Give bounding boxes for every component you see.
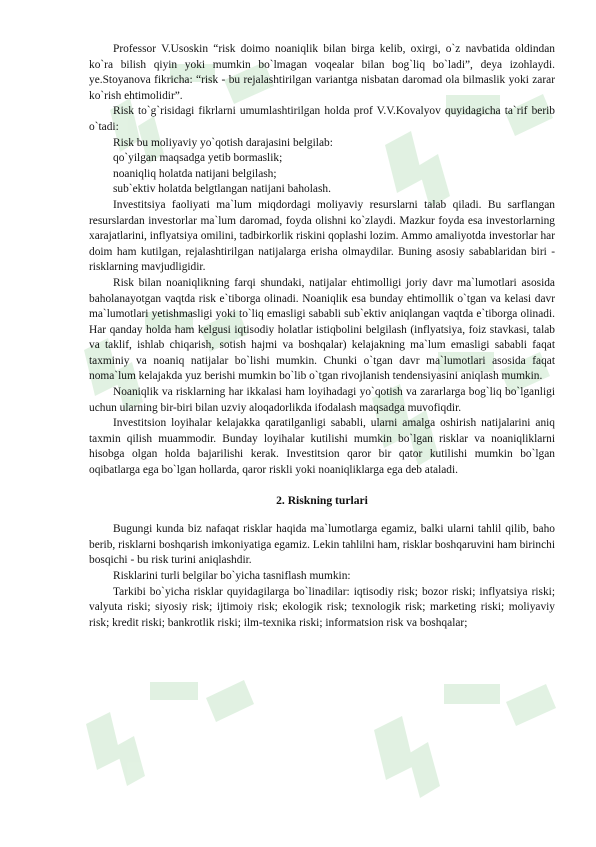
definition-list-item: sub`ektiv holatda belgtlangan natijani baholash. <box>113 183 331 196</box>
paragraph-investment-projects: Investitsion loyihalar kelajakka qaratilganligi sababli, ularni amalga oshirish natijalarini aniq taxmin qilish muammodir. Bunday loyihalar kutilishi mumkin bo`lgan risklar va noaniqliklarni hisobga olgan holda bajarilishi kerak. Investitsion qaror bir qator kutilishi mumkin bo`lgan oqibatlarga ega bo`lgan hollarda, qaror riskli yoki noaniqliklarga ega deb ataladi. <box>89 417 555 477</box>
paragraph-investment-activity: Investitsiya faoliyati ma`lum miqdordagi moliyaviy resurslarni talab qiladi. Bu sarflangan resurslardan investorlar ma`lum daromad, foyda olishni ko`zlaydi. Mazkur foyda esa investorlarning xarajatlarini, inflyatsiya omilini, tadbirkorlik riskini qoplashi lozim. Ammo amaliyotda investorlar har doim ham kutilgan, rejalashtirilgan natijalarga erisha olmaydilar. Buning asosiy sabablaridan biri - risklarning mavjudligidir. <box>89 198 555 274</box>
paragraph-kovalyov-definition: Risk to`g`risidagi fikrlarni umumlashtirilgan holda prof V.V.Kovalyov quyidagicha ta`rif berib o`tadi: <box>89 105 555 133</box>
paragraph-risk-information: Bugungi kunda biz nafaqat risklar haqida ma`lumotlarga egamiz, balki ularni tahlil qilib, baho berib, risklarni boshqarish imkoniyatiga egamiz. Lekin tahlilni ham, risklar boshqaruvini ham birinchi bosqichi - bu risk turini aniqlashdir. <box>89 523 555 567</box>
definition-list-item: noaniqliq holatda natijani belgilash; <box>113 167 277 180</box>
definition-list-item: Risk bu moliyaviy yo`qotish darajasini belgilab: <box>113 136 333 149</box>
definition-list-item: qo`yilgan maqsadga yetib bormaslik; <box>113 152 283 165</box>
paragraph-risk-types-list: Tarkibi bo`yicha risklar quyidagilarga bo`linadilar: iqtisodiy risk; bozor riski; inflyatsiya riski; valyuta riski; siyosiy risk; ijtimoiy risk; ekologik risk; texnologik risk; marketing riski; moliyaviy risk; kredit riski; bankrotlik riski; ilm-texnika riski; informatsion risk va boshqalar; <box>89 585 555 629</box>
document-page <box>89 42 555 631</box>
section-heading-risk-types: 2. Riskning turlari <box>276 493 368 507</box>
paragraph-usoskin-quote: Professor V.Usoskin “risk doimo noaniqlik bilan birga kelib, oxirgi, o`z navbatida oldindan ko`ra bilish qiyin yoki mumkin bo`lmagan voqealar bilan bog`liq bo`ladi”, deya izohlaydi. ye.Stoyanova fikricha: “risk - bu rejalashtirilgan variantga nisbatan daromad ola bilmaslik yoki zarar ko`rish ehtimolidir”. <box>89 43 555 102</box>
paragraph-uncertainty-and-risk-link: Noaniqlik va risklarning har ikkalasi ham loyihadagi yo`qotish va zararlarga bog`liq bo`lganligi uchun ularning bir-biri bilan uzviy aloqadorlikda ifodalash maqsadga muvofiqdir. <box>89 386 555 414</box>
paragraph-risk-vs-uncertainty: Risk bilan noaniqlikning farqi shundaki, natijalar ehtimolligi joriy davr ma`lumotlari asosida baholanayotgan vaqtda risk e`tiborga olinadi. Noaniqlik esa bunday ehtimollik o`tgan va kelasi davr ma`lumotlari yetishmasligi yoki to`liq emasligi sababli sub`ektiv aniqlangan vaqtda e`tiborga olinadi. Har qanday holda ham kelgusi iqtisodiy holatlar istiqbolini belgilash (inflyatsiya, foiz stavkasi, talab va taklif, ishlab chiqarish, sotish hajmi va boshqalar) kelajakning ma`lum emasligi sababli faqat taxminiy va noaniq natijalar bo`lishi mumkin. Chunki o`tgan davr ma`lumotlari asosida faqat noma`lum kelajakda yuz berishi mumkin bo`lib o`tgan rivojlanish tendensiyasini aniqlash mumkin. <box>89 276 555 383</box>
paragraph-risk-classification-intro: Risklarini turli belgilar bo`yicha tasniflash mumkin: <box>113 570 351 582</box>
